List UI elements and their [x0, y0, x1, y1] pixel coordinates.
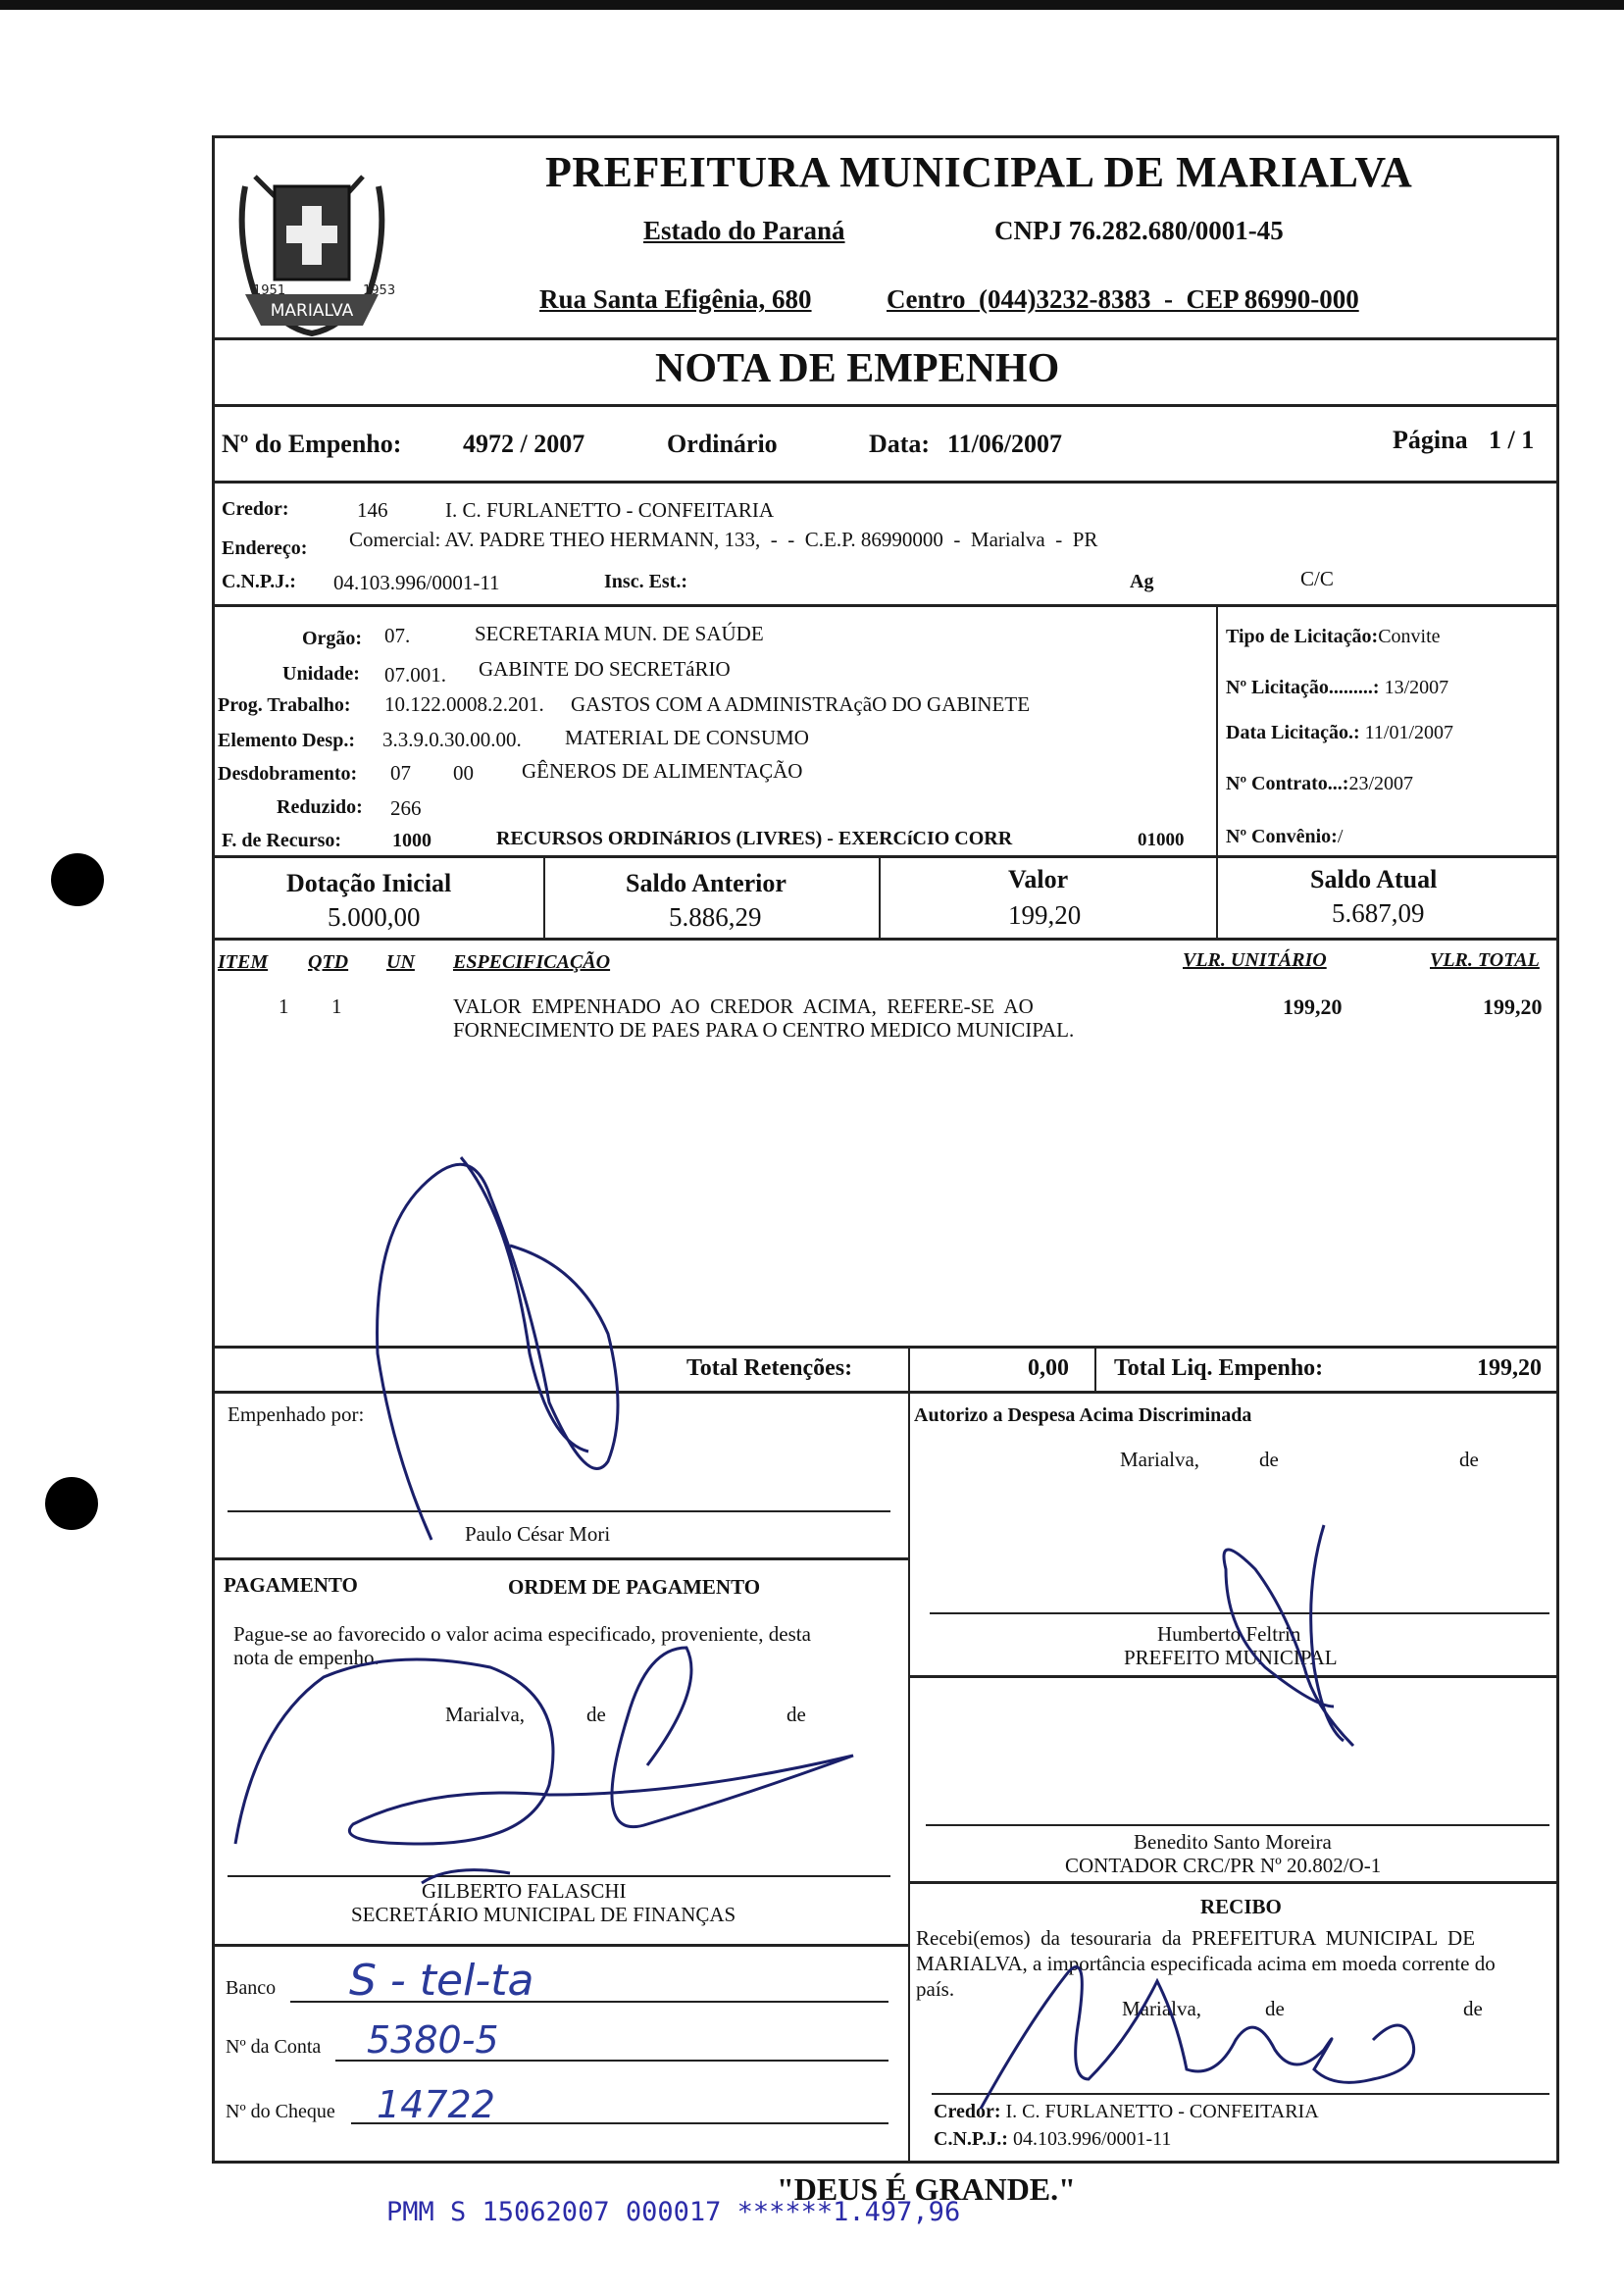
retencoes-value: 0,00 [1028, 1355, 1069, 1381]
num-licitacao: 13/2007 [1384, 677, 1449, 698]
ordem-pagamento-label: ORDEM DE PAGAMENTO [508, 1575, 761, 1599]
payment-stamp: PMM S 15062007 000017 ******1.497,96 [386, 2197, 961, 2227]
empenho-number: 4972 / 2007 [463, 430, 585, 458]
pagamento-label: PAGAMENTO [224, 1573, 358, 1597]
autorizo-de1: de [1259, 1448, 1279, 1471]
desdobramento-label: Desdobramento: [218, 763, 358, 785]
recibo-de2: de [1463, 1997, 1483, 2020]
empenho-date: 11/06/2007 [947, 430, 1063, 458]
recibo-label: RECIBO [1200, 1895, 1282, 1918]
autorizo-de2: de [1459, 1448, 1479, 1471]
credor-cnpj: 04.103.996/0001-11 [333, 571, 500, 594]
pagamento-text-line2: nota de empenho. [233, 1646, 380, 1669]
saldo-atual-value: 5.687,09 [1332, 898, 1425, 928]
credor-name: I. C. FURLANETTO - CONFEITARIA [445, 498, 775, 522]
recibo-cnpj: 04.103.996/0001-11 [1012, 2128, 1172, 2150]
recibo-credor-label: Credor: [934, 2101, 1001, 2122]
row-total-value: 199,20 [1483, 994, 1543, 1019]
banco-value: S - tel-ta [349, 1956, 534, 2006]
orgao-label: Orgão: [302, 628, 363, 649]
liquido-value: 199,20 [1477, 1355, 1542, 1381]
col-item: ITEM [218, 951, 269, 973]
desdobramento-name: GÊNEROS DE ALIMENTAÇÃO [522, 759, 803, 783]
row-item: 1 [279, 994, 289, 1018]
svg-text:MARIALVA: MARIALVA [270, 301, 354, 321]
row-unit-value: 199,20 [1283, 994, 1343, 1019]
data-licitacao: 11/01/2007 [1364, 722, 1454, 743]
elemento-code: 3.3.9.0.30.00.00. [382, 728, 522, 751]
saldo-atual-label: Saldo Atual [1310, 865, 1438, 893]
col-total-value: VLR. TOTAL [1430, 949, 1540, 971]
page-number: 1 / 1 [1489, 426, 1535, 454]
col-un: UN [386, 951, 415, 973]
convenio-value: / [1337, 826, 1344, 847]
recurso-label: F. de Recurso: [222, 830, 342, 851]
page-label: Página [1393, 426, 1468, 454]
recurso-code2: 01000 [1138, 830, 1185, 850]
contador-title: CONTADOR CRC/PR Nº 20.802/O-1 [1065, 1854, 1382, 1877]
state-label: Estado do Paraná [643, 216, 845, 245]
municipality-title: PREFEITURA MUNICIPAL DE MARIALVA [545, 148, 1413, 196]
secretario-name: GILBERTO FALASCHI [422, 1879, 627, 1903]
orgao-name: SECRETARIA MUN. DE SAÚDE [475, 622, 764, 645]
cc-label: C/C [1300, 567, 1334, 590]
empenhado-signer: Paulo César Mori [465, 1522, 611, 1546]
valor-value: 199,20 [1008, 900, 1082, 930]
pagamento-de1: de [586, 1703, 606, 1726]
tipo-licitacao-label: Tipo de Licitação: [1226, 626, 1379, 647]
col-qtd: QTD [308, 951, 349, 973]
recibo-text-line2: MARIALVA, a importância especificada acima em moeda corrente do [916, 1952, 1496, 1975]
col-unit-value: VLR. UNITÁRIO [1183, 949, 1327, 971]
credor-label: Credor: [222, 498, 289, 520]
liquido-label: Total Liq. Empenho: [1114, 1355, 1324, 1381]
document-title: NOTA DE EMPENHO [655, 346, 1060, 391]
valor-label: Valor [1008, 865, 1069, 893]
data-licitacao-label: Data Licitação.: [1226, 722, 1360, 743]
prog-code: 10.122.0008.2.201. [384, 692, 544, 716]
recurso-name: RECURSOS ORDINáRIOS (LIVRES) - EXERCíCIO CORR [496, 828, 1013, 849]
autorizo-label: Autorizo a Despesa Acima Discriminada [914, 1404, 1252, 1426]
contrato-value: 23/2007 [1348, 773, 1414, 794]
tipo-licitacao: Convite [1378, 626, 1441, 647]
desdobramento-code1: 07 [390, 761, 411, 785]
prefeito-title: PREFEITO MUNICIPAL [1124, 1646, 1338, 1669]
elemento-name: MATERIAL DE CONSUMO [565, 726, 809, 749]
pagamento-de2: de [787, 1703, 806, 1726]
endereco-label: Endereço: [222, 537, 308, 559]
prefeito-name: Humberto Feltrin [1157, 1622, 1301, 1646]
motto: "DEUS É GRANDE." [777, 2171, 1076, 2207]
dotacao-value: 5.000,00 [328, 902, 421, 932]
contrato-label: Nº Contrato...: [1226, 773, 1349, 794]
credor-address: Comercial: AV. PADRE THEO HERMANN, 133, - - C.E.P. 86990000 - Marialva - PR [349, 528, 1098, 551]
num-licitacao-label: Nº Licitação.........: [1226, 677, 1380, 698]
recurso-code: 1000 [392, 830, 431, 851]
credor-code: 146 [357, 498, 388, 522]
recibo-de1: de [1265, 1997, 1285, 2020]
saldo-anterior-label: Saldo Anterior [626, 869, 787, 897]
empenho-number-label: Nº do Empenho: [222, 430, 402, 458]
desdobramento-code2: 00 [453, 761, 474, 785]
empenho-date-label: Data: [869, 430, 931, 458]
convenio-label: Nº Convênio: [1226, 826, 1338, 847]
prog-label: Prog. Trabalho: [218, 694, 351, 716]
orgao-code: 07. [384, 624, 411, 647]
cnpj-credor-label: C.N.P.J.: [222, 571, 296, 592]
recibo-text-line3: país. [916, 1977, 955, 2001]
retencoes-label: Total Retenções: [686, 1355, 853, 1381]
conta-label: Nº da Conta [226, 2036, 322, 2058]
secretario-title: SECRETÁRIO MUNICIPAL DE FINANÇAS [351, 1903, 736, 1926]
contact-label: Centro (044)3232-8383 - CEP 86990-000 [887, 284, 1359, 314]
dotacao-label: Dotação Inicial [286, 869, 452, 897]
ag-label: Ag [1130, 571, 1154, 592]
recibo-place: Marialva, [1122, 1997, 1202, 2020]
pagamento-place: Marialva, [445, 1703, 526, 1726]
svg-text:1951: 1951 [253, 283, 286, 298]
reduzido-value: 266 [390, 796, 422, 820]
address-label: Rua Santa Efigênia, 680 [539, 284, 812, 314]
empenhado-por-label: Empenhado por: [228, 1402, 365, 1426]
row-qtd: 1 [331, 994, 342, 1018]
svg-text:1953: 1953 [363, 283, 396, 298]
unidade-code: 07.001. [384, 663, 446, 687]
banco-label: Banco [226, 1977, 277, 1999]
saldo-anterior-value: 5.886,29 [669, 902, 762, 932]
unidade-name: GABINTE DO SECRETáRIO [479, 657, 731, 681]
col-especificacao: ESPECIFICAÇÃO [453, 951, 611, 973]
insc-est-label: Insc. Est.: [604, 571, 688, 592]
empenho-type: Ordinário [667, 430, 778, 458]
contador-name: Benedito Santo Moreira [1134, 1830, 1332, 1854]
conta-value: 5380-5 [367, 2018, 499, 2062]
cnpj-label: CNPJ 76.282.680/0001-45 [994, 216, 1284, 245]
reduzido-label: Reduzido: [277, 796, 363, 818]
cheque-value: 14722 [377, 2083, 495, 2126]
recibo-text-line1: Recebi(emos) da tesouraria da PREFEITURA MUNICIPAL DE [916, 1926, 1476, 1950]
elemento-label: Elemento Desp.: [218, 730, 355, 751]
row-description-line2: FORNECIMENTO DE PAES PARA O CENTRO MEDICO MUNICIPAL. [453, 1018, 1075, 1042]
unidade-label: Unidade: [282, 663, 360, 685]
pagamento-text-line1: Pague-se ao favorecido o valor acima especificado, proveniente, desta [233, 1622, 811, 1646]
recibo-cnpj-label: C.N.P.J.: [934, 2128, 1008, 2150]
row-description-line1: VALOR EMPENHADO AO CREDOR ACIMA, REFERE-SE AO [453, 994, 1034, 1018]
cheque-label: Nº do Cheque [226, 2101, 335, 2122]
prog-name: GASTOS COM A ADMINISTRAçãO DO GABINETE [571, 692, 1031, 716]
autorizo-place: Marialva, [1120, 1448, 1200, 1471]
recibo-credor: I. C. FURLANETTO - CONFEITARIA [1005, 2101, 1319, 2122]
